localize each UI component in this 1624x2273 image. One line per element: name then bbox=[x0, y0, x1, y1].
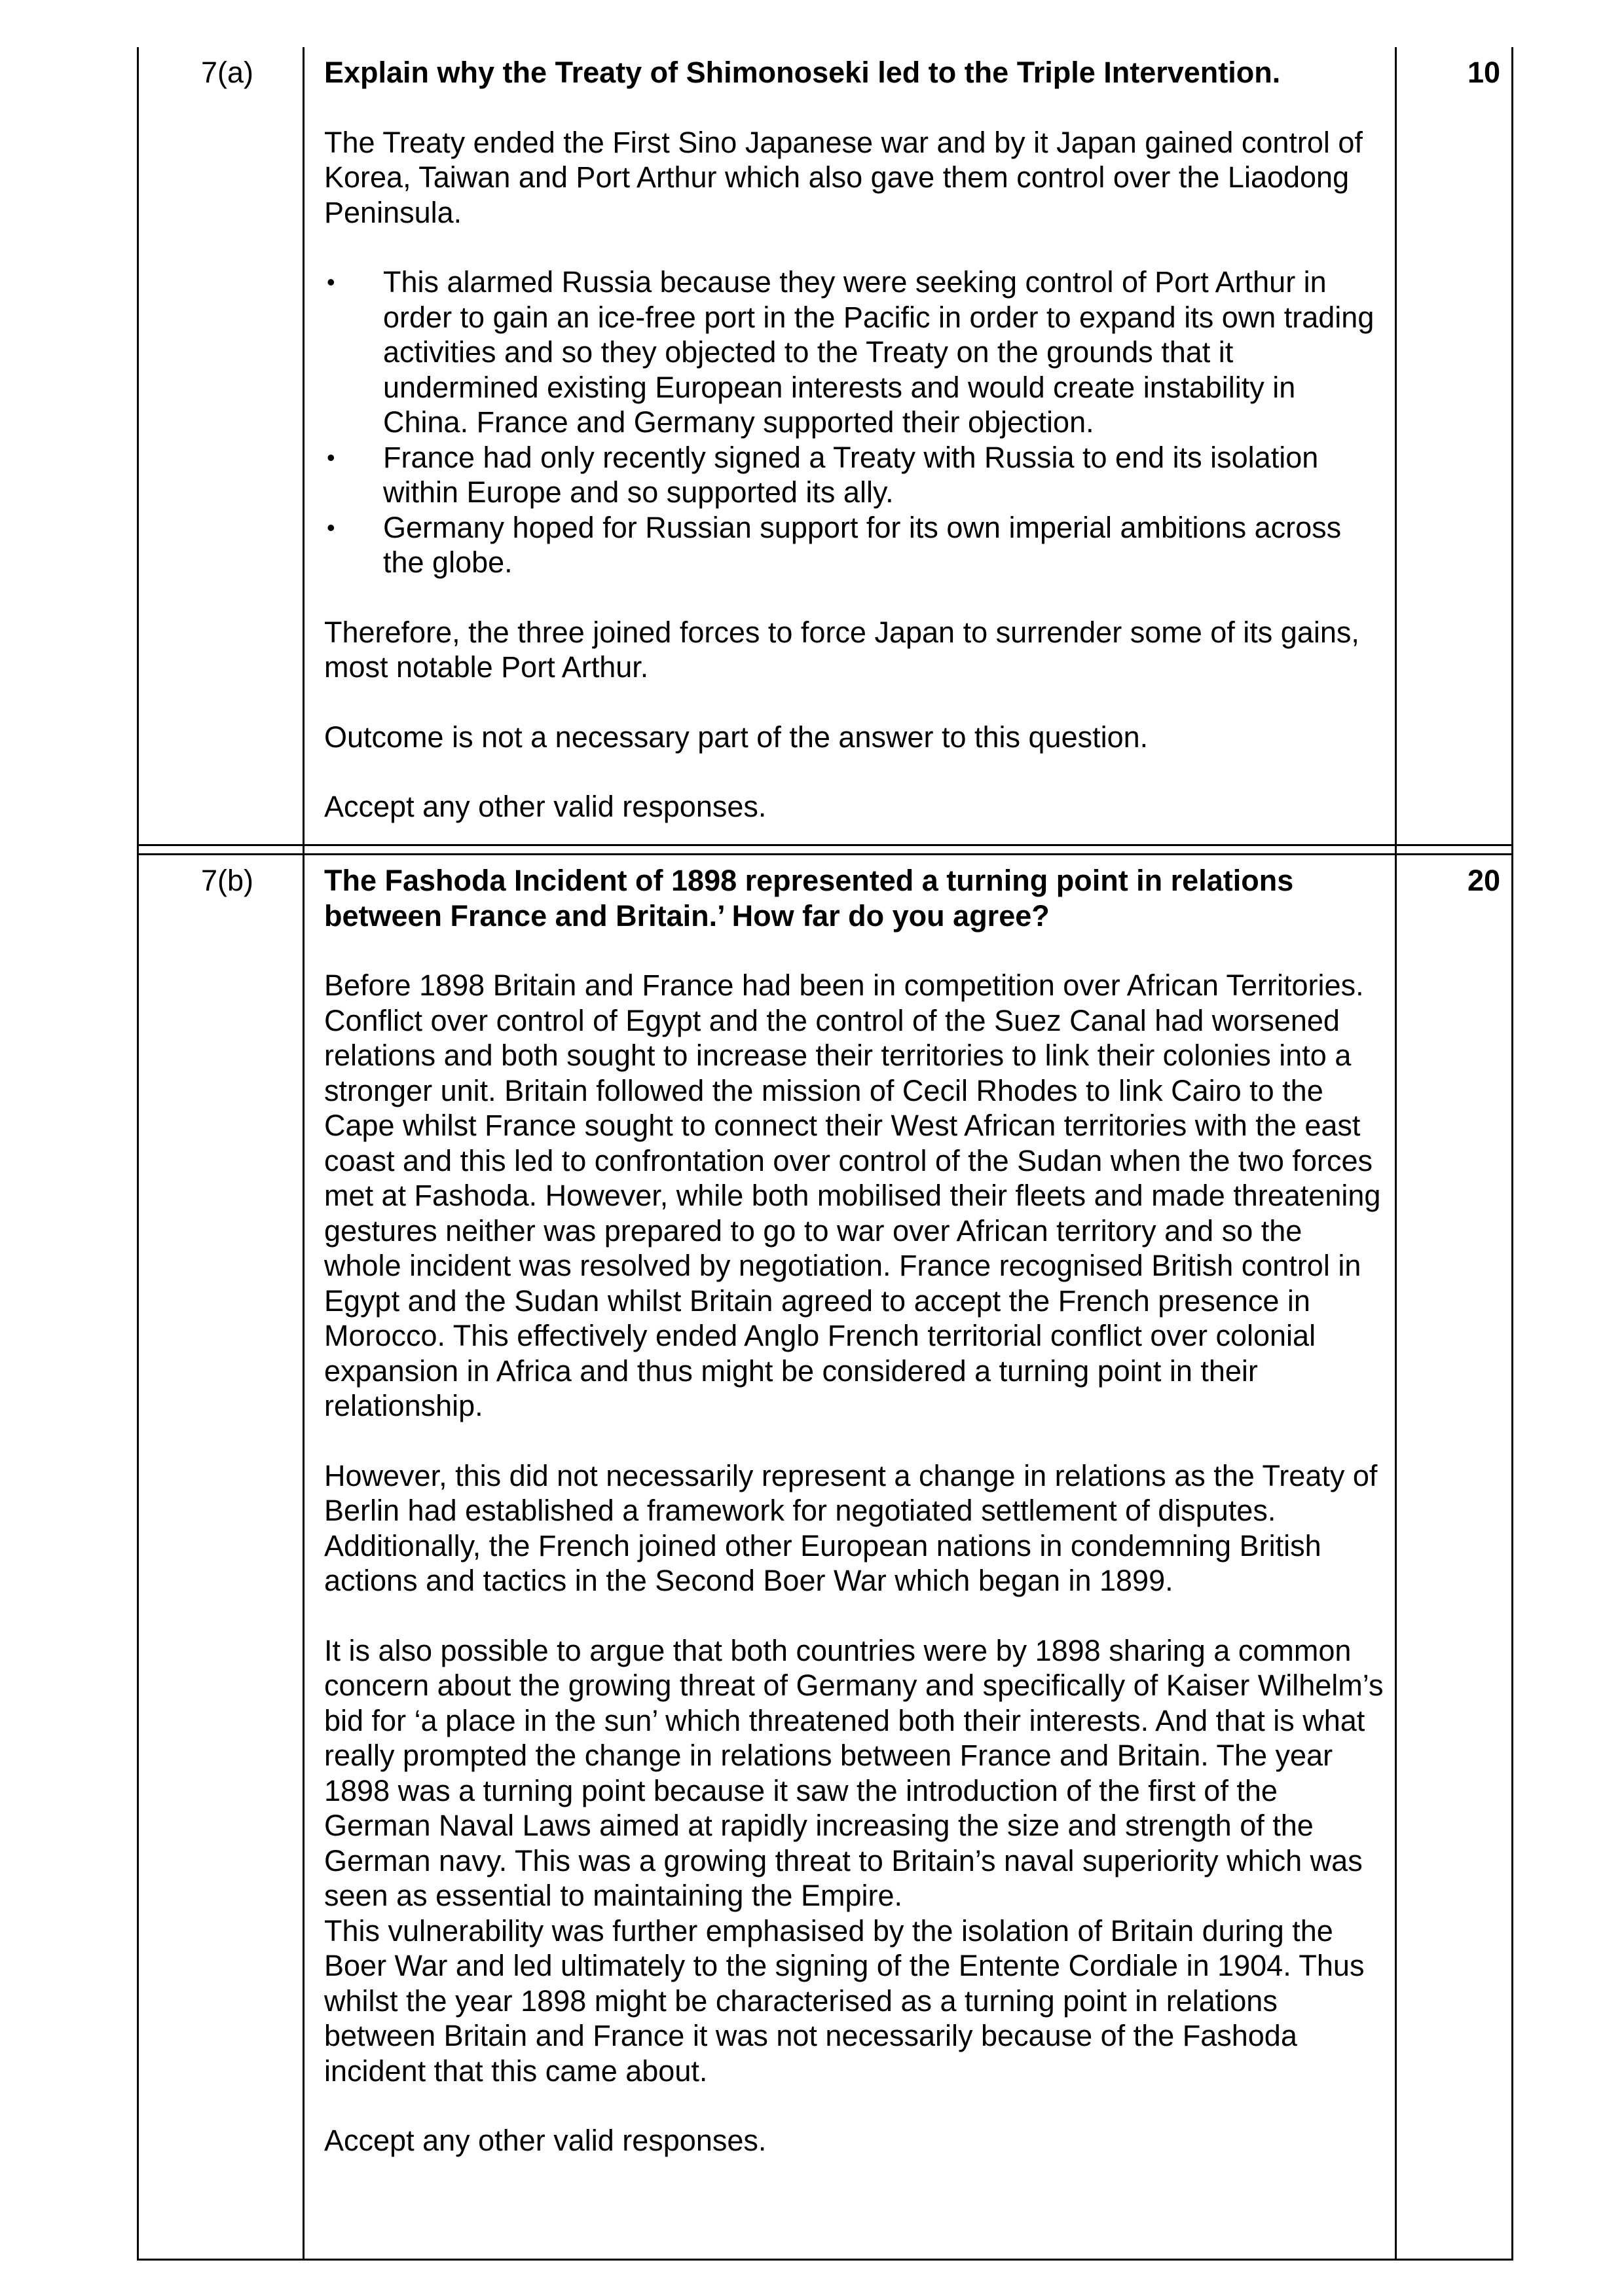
conclusion-paragraph: Therefore, the three joined forces to force Japan to surrender some of its gains, most notable Port Arthur. bbox=[324, 615, 1359, 684]
answer-guidance bbox=[324, 55, 1385, 824]
question-text: Explain why the Treaty of Shimonoseki led to the Triple Intervention. bbox=[324, 56, 1281, 89]
question-number: 7(a) bbox=[200, 56, 254, 89]
column-divider bbox=[303, 846, 304, 853]
column-divider bbox=[1395, 855, 1397, 2259]
answer-guidance bbox=[324, 863, 1385, 2158]
bullet-text: France had only recently signed a Treaty with Russia to end its isolation within Europe and so supported its ally. bbox=[383, 440, 1319, 509]
bullet-text: This alarmed Russia because they were seeking control of Port Arthur in order to gain an ice-free port in the Pacific in order to expand its own trading activities and so they objected to the Treaty on the grounds that it undermined existing European interests and would create instability in China. France and Germany supported their objection. bbox=[383, 265, 1375, 439]
list-item bbox=[324, 265, 1385, 440]
column-divider bbox=[303, 47, 304, 844]
question-row-7a bbox=[137, 47, 1513, 846]
marks-value: 10 bbox=[1467, 56, 1500, 89]
bullet-icon: • bbox=[327, 268, 335, 295]
column-divider bbox=[1395, 846, 1397, 853]
body-paragraph: It is also possible to argue that both countries were by 1898 sharing a common concern about the growing threat of Germany and specifically of Kaiser Wilhelm’s bid for ‘a place in the sun’ which threatened both their interests. And that is what really prompted the change in relations between France and Britain. The year 1898 was a turning point because it saw the introduction of the first of the German Naval Laws aimed at rapidly increasing the size and strength of the German navy. This was a growing threat to Britain’s naval superiority which was seen as essential to maintaining the Empire. bbox=[324, 1633, 1384, 1912]
bullet-list bbox=[324, 265, 1385, 580]
column-divider bbox=[303, 855, 304, 2259]
question-text: The Fashoda Incident of 1898 represented a turning point in relations between France and Britain.’ How far do you agree? bbox=[324, 864, 1294, 933]
list-item bbox=[324, 510, 1385, 580]
bullet-text: Germany hoped for Russian support for its own imperial ambitions across the globe. bbox=[383, 510, 1342, 579]
marks-value: 20 bbox=[1467, 864, 1500, 897]
column-divider bbox=[1395, 47, 1397, 844]
bullet-icon: • bbox=[327, 513, 335, 541]
question-number: 7(b) bbox=[200, 864, 254, 897]
accept-note: Accept any other valid responses. bbox=[324, 2124, 767, 2157]
body-paragraph: However, this did not necessarily represent a change in relations as the Treaty of Berlin had established a framework for negotiated settlement of disputes. bbox=[324, 1458, 1378, 1527]
row-separator bbox=[137, 846, 1513, 855]
body-paragraph: Before 1898 Britain and France had been in competition over African Territories. Conflict over control of Egypt and the control of the Suez Canal had worsened relations and both sought to increase their territories to link their colonies into a stronger unit. Britain followed the mission of Cecil Rhodes to link Cairo to the Cape whilst France sought to connect their West African territories with the east coast and this led to confrontation over control of the Sudan when the two forces met at Fashoda. However, while both mobilised their fleets and made threatening gestures neither was prepared to go to war over African territory and so the whole incident was resolved by negotiation. France recognised British control in Egypt and the Sudan whilst Britain agreed to accept the French presence in Morocco. This effectively ended Anglo French territorial conflict over colonial expansion in Africa and thus might be considered a turning point in their relationship. bbox=[324, 969, 1381, 1422]
intro-paragraph: The Treaty ended the First Sino Japanese war and by it Japan gained control of Korea, Taiwan and Port Arthur which also gave them control over the Liaodong Peninsula. bbox=[324, 125, 1363, 229]
accept-note: Accept any other valid responses. bbox=[324, 790, 767, 823]
body-paragraph: Additionally, the French joined other European nations in condemning British actions and tactics in the Second Boer War which began in 1899. bbox=[324, 1528, 1321, 1597]
outcome-note: Outcome is not a necessary part of the answer to this question. bbox=[324, 720, 1149, 754]
bullet-icon: • bbox=[327, 443, 335, 471]
body-paragraph: This vulnerability was further emphasised by the isolation of Britain during the Boer War and led ultimately to the signing of the Entente Cordiale in 1904. Thus whilst the year 1898 might be characterised as a turning point in relations between Britain and France it was not necessarily because of the Fashoda incident that this came about. bbox=[324, 1913, 1365, 2088]
question-row-7b bbox=[137, 855, 1513, 2261]
list-item bbox=[324, 440, 1385, 510]
